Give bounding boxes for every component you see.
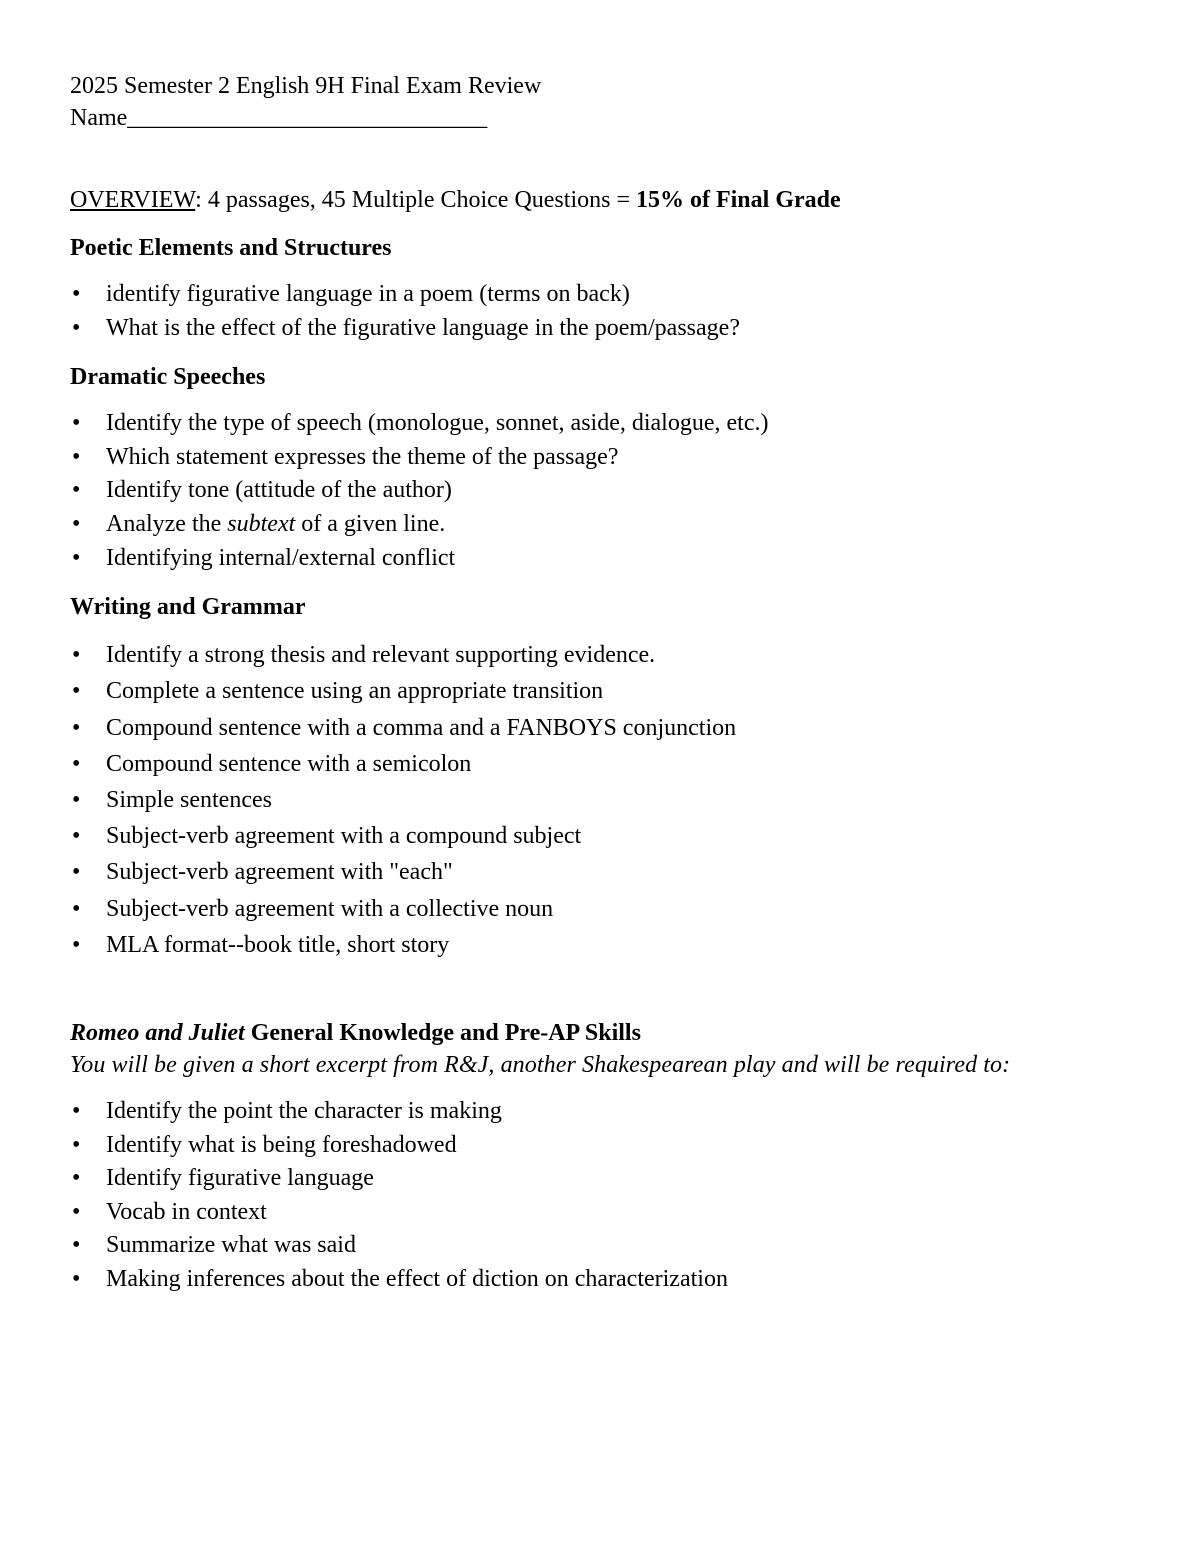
bullet-icon: • [72, 1097, 81, 1124]
overview-line [70, 184, 1130, 216]
overview-emphasis: 15% of Final Grade [635, 187, 841, 213]
bullet-icon: • [72, 642, 81, 669]
romeo-intro: You will be given a short excerpt from R&J, another Shakespearean play and will be required to: [70, 1051, 1011, 1078]
list-item: • MLA format--book title, short story [70, 927, 1130, 963]
section-heading-poetic: Poetic Elements and Structures [70, 235, 392, 261]
bullet-icon: • [72, 786, 81, 813]
bullet-icon: • [72, 714, 81, 741]
writing-list [70, 637, 1130, 963]
bullet-icon: • [72, 314, 81, 341]
bullet-icon: • [72, 859, 81, 886]
bullet-icon: • [72, 1198, 81, 1225]
list-item: • Identify the type of speech (monologue, sonnet, aside, dialogue, etc.) [70, 407, 1130, 441]
list-item: • Vocab in context [70, 1196, 1130, 1230]
dramatic-list [70, 407, 1130, 575]
list-item: • Identify figurative language [70, 1162, 1130, 1196]
bullet-icon: • [72, 1165, 81, 1192]
list-item: • Complete a sentence using an appropriate transition [70, 673, 1130, 709]
list-item: • Analyze the subtext of a given line. [70, 508, 1130, 542]
bullet-icon: • [72, 443, 81, 470]
list-item: • Identifying internal/external conflict [70, 542, 1130, 576]
bullet-icon: • [72, 823, 81, 850]
list-item: • Subject-verb agreement with a collective noun [70, 891, 1130, 927]
list-item: • Compound sentence with a comma and a FANBOYS conjunction [70, 710, 1130, 746]
bullet-icon: • [72, 477, 81, 504]
list-item: • Identify tone (attitude of the author) [70, 474, 1130, 508]
overview-text: 4 passages, 45 Multiple Choice Questions = [201, 187, 636, 213]
poetic-list [70, 278, 1130, 345]
bullet-icon: • [72, 1232, 81, 1259]
list-item: • Summarize what was said [70, 1229, 1130, 1263]
list-item: • Compound sentence with a semicolon [70, 746, 1130, 782]
document-page [70, 70, 1130, 1297]
bullet-icon: • [72, 895, 81, 922]
bullet-icon: • [72, 1131, 81, 1158]
list-item: • identify figurative language in a poem (terms on back) [70, 278, 1130, 312]
play-title: Romeo and Juliet [70, 1019, 245, 1046]
bullet-icon: • [72, 931, 81, 958]
bullet-icon: • [72, 544, 81, 571]
list-item: • Subject-verb agreement with "each" [70, 854, 1130, 890]
list-item: • Identify what is being foreshadowed [70, 1129, 1130, 1163]
subtext-emphasis: subtext [227, 510, 296, 537]
section-heading-writing: Writing and Grammar [70, 594, 306, 621]
bullet-icon: • [72, 750, 81, 777]
bullet-icon: • [72, 678, 81, 705]
list-item: • Identify a strong thesis and relevant supporting evidence. [70, 637, 1130, 673]
document-title: 2025 Semester 2 English 9H Final Exam Review [70, 73, 542, 99]
list-item: • Making inferences about the effect of diction on characterization [70, 1263, 1130, 1297]
bullet-icon: • [72, 410, 81, 437]
list-item: • What is the effect of the figurative language in the poem/passage? [70, 312, 1130, 346]
name-field-line: Name______________________________ [70, 105, 488, 131]
section-heading-dramatic: Dramatic Speeches [70, 364, 266, 391]
list-item: • Identify the point the character is making [70, 1095, 1130, 1129]
bullet-icon: • [72, 510, 81, 537]
romeo-list [70, 1095, 1130, 1297]
overview-label: OVERVIEW [70, 187, 196, 213]
list-item: • Subject-verb agreement with a compound subject [70, 818, 1130, 854]
list-item: • Which statement expresses the theme of the passage? [70, 441, 1130, 475]
overview-colon: : [195, 187, 202, 213]
bullet-icon: • [72, 281, 81, 307]
section-heading-romeo: Romeo and Juliet General Knowledge and Pre-AP Skills [70, 1019, 641, 1046]
list-item: • Simple sentences [70, 782, 1130, 818]
bullet-icon: • [72, 1265, 81, 1292]
